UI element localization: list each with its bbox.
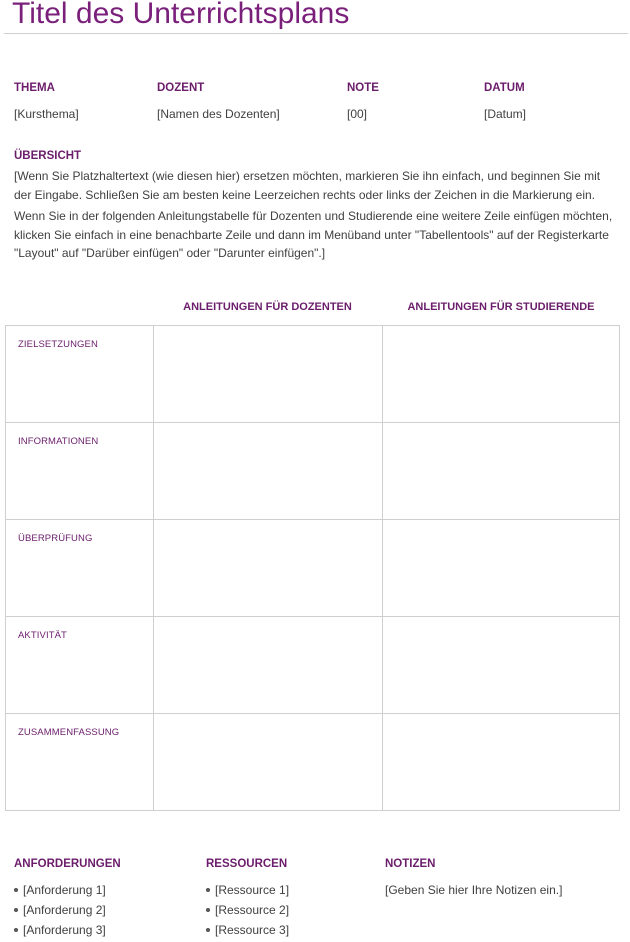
- row-label-cell: [6, 617, 154, 714]
- column-header-studierende: ANLEITUNGEN FÜR STUDIERENDE: [407, 301, 595, 313]
- table-row: [6, 423, 620, 520]
- note-label: NOTE: [347, 82, 379, 94]
- studierende-cell[interactable]: [383, 520, 620, 617]
- requirements-heading: ANFORDERUNGEN: [14, 858, 121, 870]
- resource-text: [Ressource 2]: [215, 903, 290, 917]
- requirements-list: [14, 882, 106, 942]
- studierende-cell[interactable]: [383, 617, 620, 714]
- resources-heading: RESSOURCEN: [206, 858, 288, 870]
- datum-label: DATUM: [484, 82, 525, 94]
- requirement-text: [Anforderung 2]: [23, 903, 106, 917]
- dozenten-cell[interactable]: [154, 617, 383, 714]
- overview-heading: ÜBERSICHT: [14, 150, 82, 162]
- row-label-cell: [6, 520, 154, 617]
- dozenten-cell[interactable]: [154, 714, 383, 811]
- studierende-cell[interactable]: [383, 326, 620, 423]
- overview-paragraph[interactable]: Wenn Sie in der folgenden Anleitungstabelle für Dozenten und Studierende eine weitere Zeile einfügen möchten, klicken Sie einfach in eine benachbarte Zeile und dann im Menüband unter "Tabellentools" auf der Registerkarte "Layout" auf "Darüber einfügen" oder "Darunter einfügen".]: [14, 209, 613, 260]
- bullet-icon: [206, 908, 210, 912]
- row-label-zusammenfassung: ZUSAMMENFASSUNG: [18, 727, 120, 738]
- row-label-informationen: INFORMATIONEN: [18, 436, 99, 447]
- studierende-cell[interactable]: [383, 423, 620, 520]
- title-divider: [4, 33, 628, 34]
- row-label-aktivitaet: AKTIVITÄT: [18, 630, 67, 641]
- table-row: [6, 520, 620, 617]
- dozent-label: DOZENT: [157, 82, 205, 94]
- bullet-icon: [14, 908, 18, 912]
- thema-label: THEMA: [14, 82, 55, 94]
- resources-list: [206, 882, 289, 942]
- list-item[interactable]: [14, 922, 106, 942]
- notes-heading: NOTIZEN: [385, 858, 436, 870]
- bullet-icon: [206, 928, 210, 932]
- bullet-icon: [14, 888, 18, 892]
- instructions-table: [5, 325, 620, 811]
- table-row: [6, 617, 620, 714]
- requirement-text: [Anforderung 3]: [23, 923, 106, 937]
- requirement-text: [Anforderung 1]: [23, 883, 106, 897]
- table-row: [6, 714, 620, 811]
- list-item[interactable]: [206, 882, 289, 902]
- page-title[interactable]: Titel des Unterrichtsplans: [12, 0, 350, 30]
- table-row: [6, 326, 620, 423]
- column-header-dozenten: ANLEITUNGEN FÜR DOZENTEN: [183, 301, 352, 313]
- datum-field[interactable]: [Datum]: [484, 107, 527, 121]
- dozenten-cell[interactable]: [154, 520, 383, 617]
- bullet-icon: [206, 888, 210, 892]
- studierende-cell[interactable]: [383, 714, 620, 811]
- resource-text: [Ressource 1]: [215, 883, 290, 897]
- list-item[interactable]: [14, 882, 106, 902]
- dozenten-cell[interactable]: [154, 423, 383, 520]
- overview-paragraph[interactable]: [Wenn Sie Platzhaltertext (wie diesen hier) ersetzen möchten, markieren Sie ihn einfach, und beginnen Sie mit der Eingabe. Schließen Sie am besten keine Leerzeichen rechts oder links der Zeichen in die Markierung ein.: [14, 169, 601, 202]
- notes-text[interactable]: [Geben Sie hier Ihre Notizen ein.]: [385, 883, 563, 897]
- list-item[interactable]: [206, 902, 289, 922]
- list-item[interactable]: [14, 902, 106, 922]
- row-label-cell: [6, 326, 154, 423]
- bullet-icon: [14, 928, 18, 932]
- list-item[interactable]: [206, 922, 289, 942]
- thema-field[interactable]: [Kursthema]: [14, 107, 79, 121]
- row-label-cell: [6, 714, 154, 811]
- row-label-zielsetzungen: ZIELSETZUNGEN: [18, 339, 98, 350]
- dozenten-cell[interactable]: [154, 326, 383, 423]
- dozent-field[interactable]: [Namen des Dozenten]: [157, 107, 280, 121]
- row-label-ueberpruefung: ÜBERPRÜFUNG: [18, 533, 93, 544]
- note-field[interactable]: [00]: [347, 107, 368, 121]
- row-label-cell: [6, 423, 154, 520]
- resource-text: [Ressource 3]: [215, 923, 290, 937]
